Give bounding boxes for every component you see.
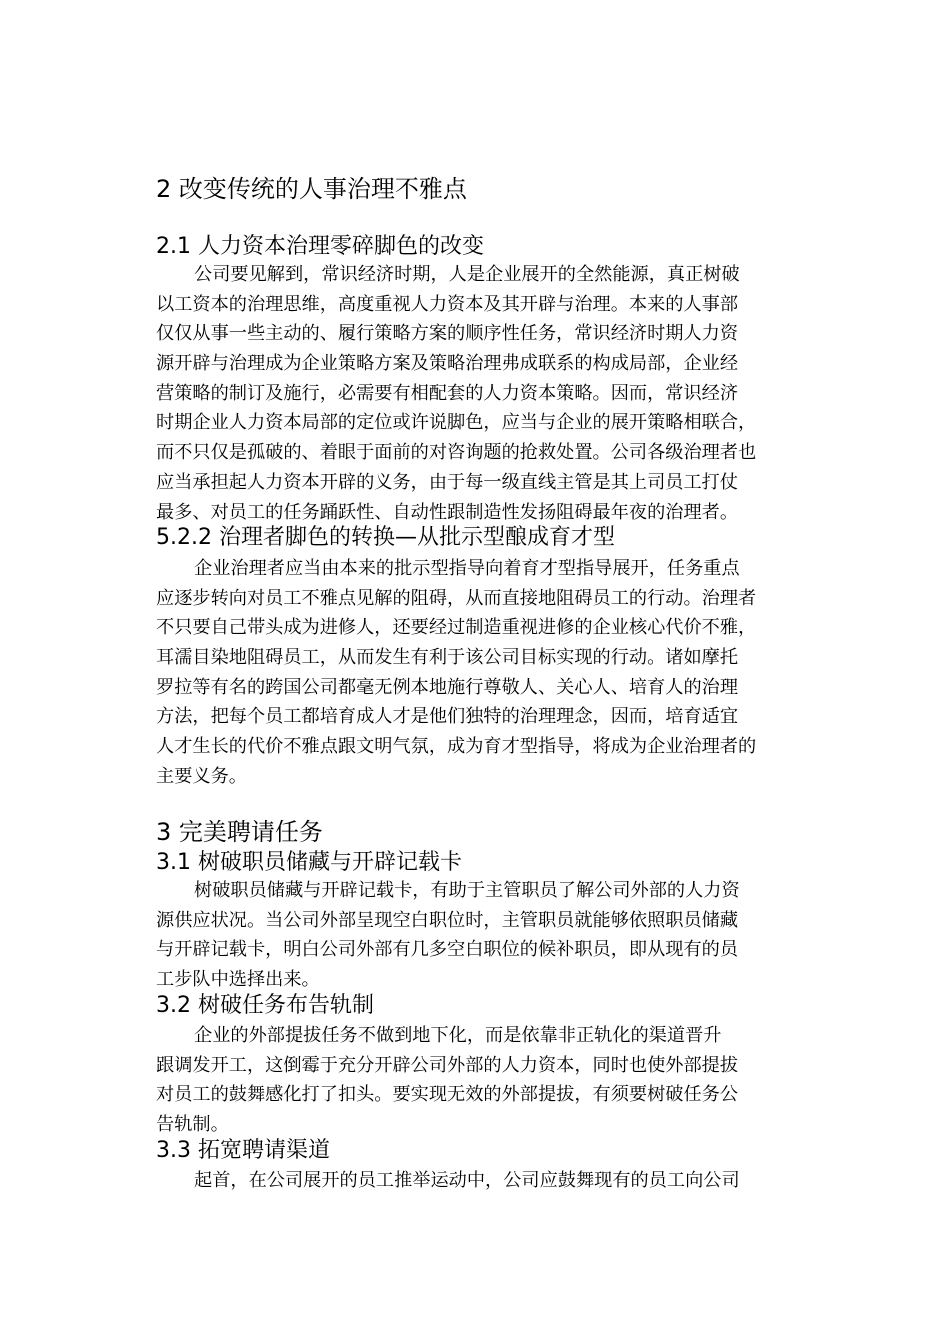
paragraph-line: 源开辟与治理成为企业策略方案及策略治理弗成联系的构成局部，企业经 [156,353,739,375]
paragraph-line: 树破职员储藏与开辟记载卡，有助于主管职员了解公司外部的人力资 [194,880,740,901]
paragraph-line: 企业的外部提拔任务不做到地下化，而是依靠非正轨化的渠道晋升 [194,1025,722,1046]
paragraph-line: 对员工的鼓舞感化打了扣头。要实现无效的外部提拔，有须要树破任务公 [156,1084,739,1106]
section-3-2-paragraph [156,1021,830,1140]
section-3-2-heading: 3.2 树破任务布告轨制 [156,993,374,1018]
paragraph-line: 应当承担起人力资本开辟的义务，由于每一级直线主管是其上司员工打仗 [156,471,739,493]
paragraph-line: 公司要见解到，常识经济时期，人是企业展开的全然能源，真正树破 [194,264,740,285]
paragraph-line: 营策略的制订及施行，必需要有相配套的人力资本策略。因而，常识经济 [156,382,739,404]
paragraph-line: 主要义务。 [156,765,247,787]
paragraph-line: 以工资本的治理思维，高度重视人力资本及其开辟与治理。本来的人事部 [156,293,739,315]
paragraph-line: 源供应状况。当公司外部呈现空白职位时，主管职员就能够依照职员储藏 [156,909,739,931]
paragraph-line: 跟调发开工，这倒霉于充分开辟公司外部的人力资本，同时也使外部提拔 [156,1054,739,1076]
paragraph-line: 最多、对员工的任务踊跃性、自动性跟制造性发扬阻碍最年夜的治理者。 [156,501,739,523]
section-2-1-heading: 2.1 人力资本治理零碎脚色的改变 [156,234,484,259]
section-5-2-2-paragraph [156,554,830,792]
paragraph-line: 企业治理者应当由本来的批示型指导向着育才型指导展开，任务重点 [194,558,740,579]
section-3-1-paragraph [156,876,830,995]
paragraph-line: 耳濡目染地阻碍员工，从而发生有利于该公司目标实现的行动。诸如摩托 [156,647,739,669]
paragraph-line: 方法，把每个员工都培育成人才是他们独特的治理理念，因而，培育适宜 [156,706,739,728]
section-3-1-heading: 3.1 树破职员储藏与开辟记载卡 [156,850,462,875]
paragraph-line: 告轨制。 [156,1114,229,1136]
paragraph-line: 与开辟记载卡，明白公司外部有几多空白职位的候补职员，即从现有的员 [156,939,739,961]
section-2-1-paragraph [156,260,830,527]
paragraph-line: 罗拉等有名的跨国公司都毫无例本地施行尊敬人、关心人、培育人的治理 [156,676,739,698]
paragraph-line: 时期企业人力资本局部的定位或许说脚色，应当与企业的展开策略相联合， [156,412,757,434]
paragraph-line: 应逐步转向对员工不雅点见解的阻碍，从而直接地阻碍员工的行动。治理者 [156,587,757,609]
paragraph-line: 起首，在公司展开的员工推举运动中，公司应鼓舞现有的员工向公司 [194,1170,740,1191]
paragraph-line: 而不只仅是孤破的、着眼于面前的对咨询题的抢救处置。公司各级治理者也 [156,442,757,464]
paragraph-line: 人才生长的代价不雅点跟文明气氛，成为育才型指导，将成为企业治理者的 [156,736,757,758]
paragraph-line: 仅仅从事一些主动的、履行策略方案的顺序性任务，常识经济时期人力资 [156,323,739,345]
section-3-heading: 3 完美聘请任务 [156,818,323,846]
section-2-heading: 2 改变传统的人事治理不雅点 [156,175,467,203]
paragraph-line: 不只要自己带头成为进修人，还要经过制造重视进修的企业核心代价不雅， [156,617,757,639]
paragraph-line: 工步队中选择出来。 [156,969,320,991]
section-3-3-heading: 3.3 拓宽聘请渠道 [156,1138,330,1163]
section-5-2-2-heading: 5.2.2 治理者脚色的转换—从批示型酿成育才型 [156,525,615,550]
section-3-3-paragraph [156,1166,830,1196]
